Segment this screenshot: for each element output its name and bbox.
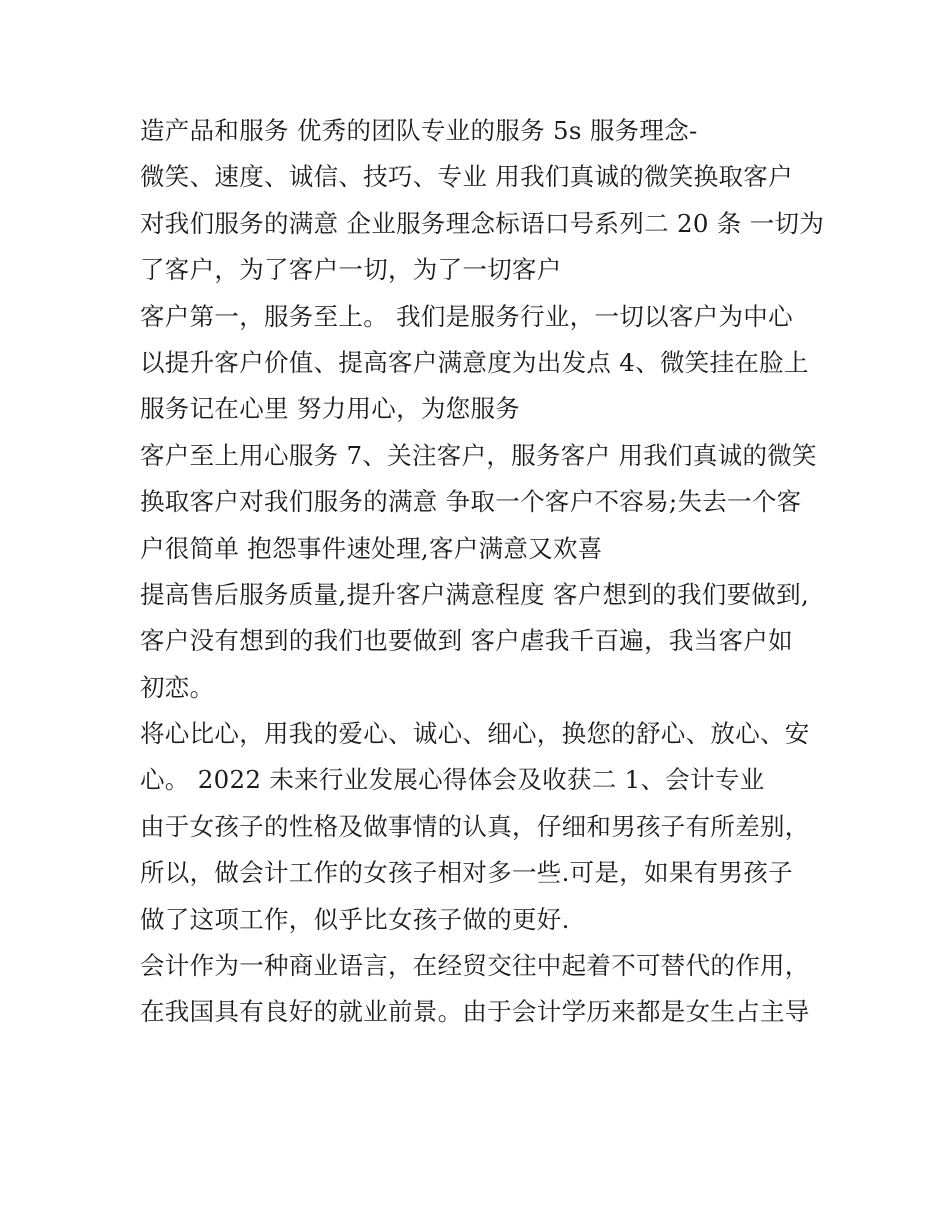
- text-line: 初恋。: [140, 672, 215, 702]
- text-line: 由于女孩子的性格及做事情的认真，仔细和男孩子有所差别，: [140, 811, 810, 841]
- document-body: [140, 108, 830, 1036]
- text-line: 将心比心，用我的爱心、诚心、细心，换您的舒心、放心、安: [140, 719, 810, 749]
- text-line: 了客户，为了客户一切，为了一切客户: [140, 255, 562, 285]
- text-line: 做了这项工作，似乎比女孩子做的更好.: [140, 904, 570, 934]
- text-line: 客户至上用心服务 7、关注客户，服务客户 用我们真诚的微笑: [140, 440, 817, 470]
- text-line: 对我们服务的满意 企业服务理念标语口号系列二 20 条 一切为: [140, 208, 825, 238]
- text-line: 会计作为一种商业语言，在经贸交往中起着不可替代的作用，: [140, 951, 810, 981]
- text-line: 客户第一，服务至上。 我们是服务行业，一切以客户为中心: [140, 301, 793, 331]
- text-line: 换取客户对我们服务的满意 争取一个客户不容易;失去一个客: [140, 487, 802, 517]
- text-line: 户很简单 抱怨事件速处理,客户满意又欢喜: [140, 533, 603, 563]
- text-line: 在我国具有良好的就业前景。由于会计学历来都是女生占主导: [140, 997, 810, 1027]
- text-line: 所以，做会计工作的女孩子相对多一些.可是，如果有男孩子: [140, 858, 793, 888]
- text-line: 以提升客户价值、提高客户满意度为出发点 4、微笑挂在脸上: [140, 347, 809, 377]
- text-line: 客户没有想到的我们也要做到 客户虐我千百遍，我当客户如: [140, 626, 793, 656]
- text-line: 微笑、速度、诚信、技巧、专业 用我们真诚的微笑换取客户: [140, 162, 793, 192]
- text-line: 提高售后服务质量,提升客户满意程度 客户想到的我们要做到,: [140, 579, 810, 609]
- text-line: 服务记在心里 努力用心，为您服务: [140, 394, 521, 424]
- text-line: 心。 2022 未来行业发展心得体会及收获二 1、会计专业: [140, 765, 765, 795]
- text-line: 造产品和服务 优秀的团队专业的服务 5s 服务理念-: [140, 116, 698, 145]
